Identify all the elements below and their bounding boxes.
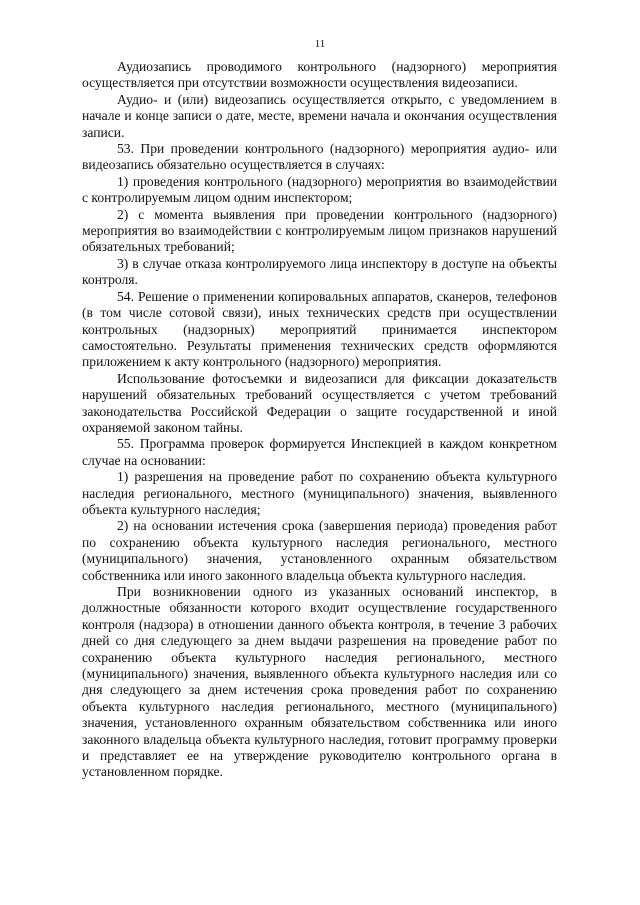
paragraph: Аудио- и (или) видеозапись осуществляется открыто, с уведомлением в начале и конце записи о дате, месте, времени начала и окончания осуществления записи. [82,91,557,140]
paragraph: 55. Программа проверок формируется Инспекцией в каждом конкретном случае на основании: [82,436,557,468]
paragraph: 53. При проведении контрольного (надзорного) мероприятия аудио- или видеозапись обязательно осуществляется в случаях: [82,141,557,173]
paragraph: 1) проведения контрольного (надзорного) мероприятия во взаимодействии с контролируемым лицом одним инспектором; [82,173,557,206]
paragraph: 3) в случае отказа контролируемого лица инспектору в доступе на объекты контроля. [82,255,557,288]
paragraph: Использование фотосъемки и видеозаписи для фиксации доказательств нарушений обязательных требований осуществляется с учетом требований законодательства Российской Федерации о защите государственной и иной охраняемой законом тайны. [82,370,557,435]
paragraph: 54. Решение о применении копировальных аппаратов, сканеров, телефонов (в том числе сотовой связи), иных технических средств при осуществлении контрольных (надзорных) мероприятий принимается инспектором самостоятельно. Результаты применения технических средств оформляются приложением к акту контрольного (надзорного) мероприятия. [82,288,557,370]
paragraph: При возникновении одного из указанных оснований инспектор, в должностные обязанности которого входит осуществление государственного контроля (надзора) в отношении данного объекта контроля, в течение 3 рабочих дней со дня следующего за днем выдачи разрешения на проведение работ по сохранению объекта культурного наследия регионального, местного (муниципального) значения, выявленного объекта культурного наследия или со дня следующего за днем истечения срока проведения работ по сохранению объекта культурного наследия регионального, местного (муниципального) значения, установленного охранным обязательством собственника или иного законного владельца объекта культурного наследия, готовит программу проверки и представляет ее на утверждение руководителю контрольного органа в установленном порядке. [82,584,557,780]
paragraph: 1) разрешения на проведение работ по сохранению объекта культурного наследия регионального, местного (муниципального) значения, выявленного объекта культурного наследия; [82,469,557,517]
paragraph: 2) с момента выявления при проведении контрольного (надзорного) мероприятия во взаимодействии с контролируемым лицом признаков нарушений обязательных требований; [82,206,557,255]
paragraph: 2) на основании истечения срока (завершения периода) проведения работ по сохранению объекта культурного наследия регионального, местного (муниципального) значения, установленного охранным обязательством собственника или иного законного владельца объекта культурного наследия. [82,518,557,583]
document-body [82,59,557,781]
paragraph: Аудиозапись проводимого контрольного (надзорного) мероприятия осуществляется при отсутствии возможности осуществления видеозаписи. [82,59,557,91]
page-number: 11 [314,38,326,50]
